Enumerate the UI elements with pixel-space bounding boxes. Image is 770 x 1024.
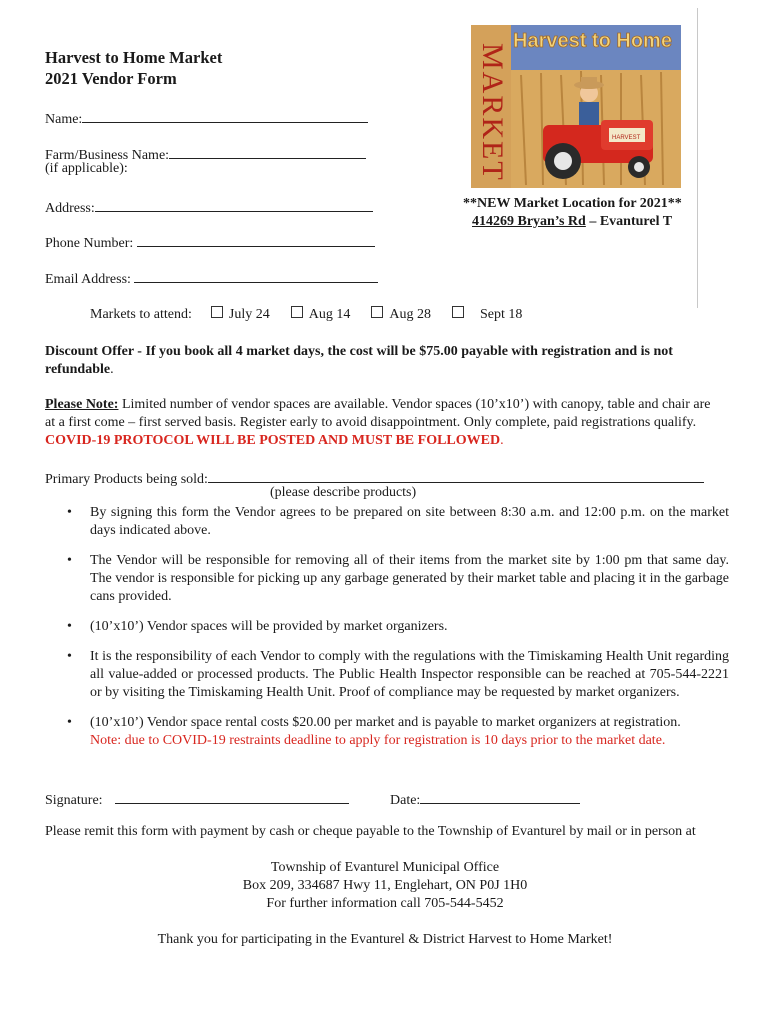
discount-offer — [45, 343, 725, 379]
office-name: Township of Evanturel Municipal Office — [270, 860, 500, 875]
rules-list — [45, 504, 729, 750]
markets-row — [90, 306, 522, 323]
logo-tractor-text: HARVEST — [612, 135, 641, 141]
checkbox-aug-14[interactable] — [291, 306, 303, 318]
products-field[interactable] — [208, 468, 704, 483]
list-item: • (10’x10’) Vendor space rental costs $20.00 per market and is payable to market organizers at registration. Note: due to COVID-19 restraints deadline to apply for registration is 10 days prior to the market date. — [67, 715, 681, 748]
option-aug-28: Aug 28 — [389, 307, 431, 322]
signature-label: Signature: — [45, 793, 103, 808]
date-field[interactable] — [420, 789, 580, 804]
address-field-row — [45, 197, 373, 217]
location-address — [472, 214, 672, 230]
covid-protocol: COVID-19 PROTOCOL WILL BE POSTED AND MUST BE FOLLOWED — [45, 433, 501, 448]
office-address: Box 209, 334687 Hwy 11, Englehart, ON P0J 1H0 — [242, 878, 528, 893]
deadline-note: Note: due to COVID-19 restraints deadline to apply for registration is 10 days prior to the market date. — [90, 733, 666, 748]
discount-text: Discount Offer - If you book all 4 market days, the cost will be $75.00 payable with registration and is not refundable — [45, 344, 673, 377]
email-field[interactable] — [134, 268, 378, 283]
email-field-row — [45, 268, 378, 288]
note-label: Please Note: — [45, 397, 119, 412]
remit-text: Please remit this form with payment by cash or cheque payable to the Township of Evanturel by mail or in person at — [45, 824, 696, 839]
location-heading: **NEW Market Location for 2021** — [463, 196, 682, 211]
name-field[interactable] — [82, 108, 368, 123]
list-item: • The Vendor will be responsible for removing all of their items from the market site by 1:00 pm that same day. The vendor is responsible for picking up any garbage generated by their market table and placing it in the garbage cans provided. — [67, 553, 729, 604]
option-aug-14: Aug 14 — [308, 307, 351, 322]
name-field-row — [45, 108, 368, 128]
markets-label: Markets to attend: — [90, 307, 192, 322]
farm-sublabel: (if applicable): — [45, 161, 128, 176]
please-note — [45, 396, 717, 450]
list-item: • By signing this form the Vendor agrees to be prepared on site between 8:30 a.m. and 12:00 p.m. on the market days indicated above. — [67, 505, 729, 538]
covid-end: . — [500, 433, 504, 448]
email-label: Email Address: — [45, 272, 131, 287]
phone-field-row — [45, 232, 375, 252]
farm-label: Farm/Business Name: — [45, 148, 170, 163]
list-item: • (10’x10’) Vendor spaces will be provided by market organizers. — [67, 619, 448, 634]
option-july-24: July 24 — [228, 307, 270, 322]
logo-market-text: MARKET — [476, 43, 509, 182]
info-phone: For further information call 705-544-5452 — [266, 896, 504, 911]
phone-field[interactable] — [137, 232, 375, 247]
date-label: Date: — [390, 793, 421, 808]
address-label: Address: — [45, 201, 95, 216]
location-road: 414269 Bryan’s Rd — [472, 214, 586, 229]
signature-field[interactable] — [115, 789, 349, 804]
date-row — [390, 789, 580, 809]
checkbox-july-24[interactable] — [211, 306, 223, 318]
note-text: Limited number of vendor spaces are available. Vendor spaces (10’x10’) with canopy, table and chair are at a first come – first served basis. Register early to avoid disappointment. Only complete, paid registrations qualify. — [45, 397, 711, 430]
option-sept-18: Sept 18 — [479, 307, 523, 322]
form-title: Harvest to Home Market — [45, 48, 223, 67]
products-hint: (please describe products) — [270, 485, 417, 500]
list-item: • It is the responsibility of each Vendor to comply with the regulations with the Timiskaming Health Unit regarding all value-added or processed products. The Public Health Inspector responsible can be reached at 705-544-2221 or by visiting the Timiskaming Health Unit. Proof of compliance may be requested by market organizers. — [67, 649, 729, 700]
checkbox-sept-18[interactable] — [452, 306, 464, 318]
market-logo — [471, 25, 681, 188]
signature-row — [45, 789, 349, 809]
logo-arc-text: Harvest to Home — [513, 30, 672, 52]
thank-you: Thank you for participating in the Evanturel & District Harvest to Home Market! — [157, 932, 613, 947]
form-subtitle: 2021 Vendor Form — [45, 69, 177, 88]
farm-field[interactable] — [169, 144, 366, 159]
checkbox-aug-28[interactable] — [371, 306, 383, 318]
name-label: Name: — [45, 112, 83, 127]
divider-line — [697, 8, 698, 308]
phone-label: Phone Number: — [45, 236, 134, 251]
location-town: – Evanturel T — [585, 214, 673, 229]
address-field[interactable] — [95, 197, 373, 212]
products-label: Primary Products being sold: — [45, 472, 208, 487]
discount-end: . — [110, 362, 114, 377]
